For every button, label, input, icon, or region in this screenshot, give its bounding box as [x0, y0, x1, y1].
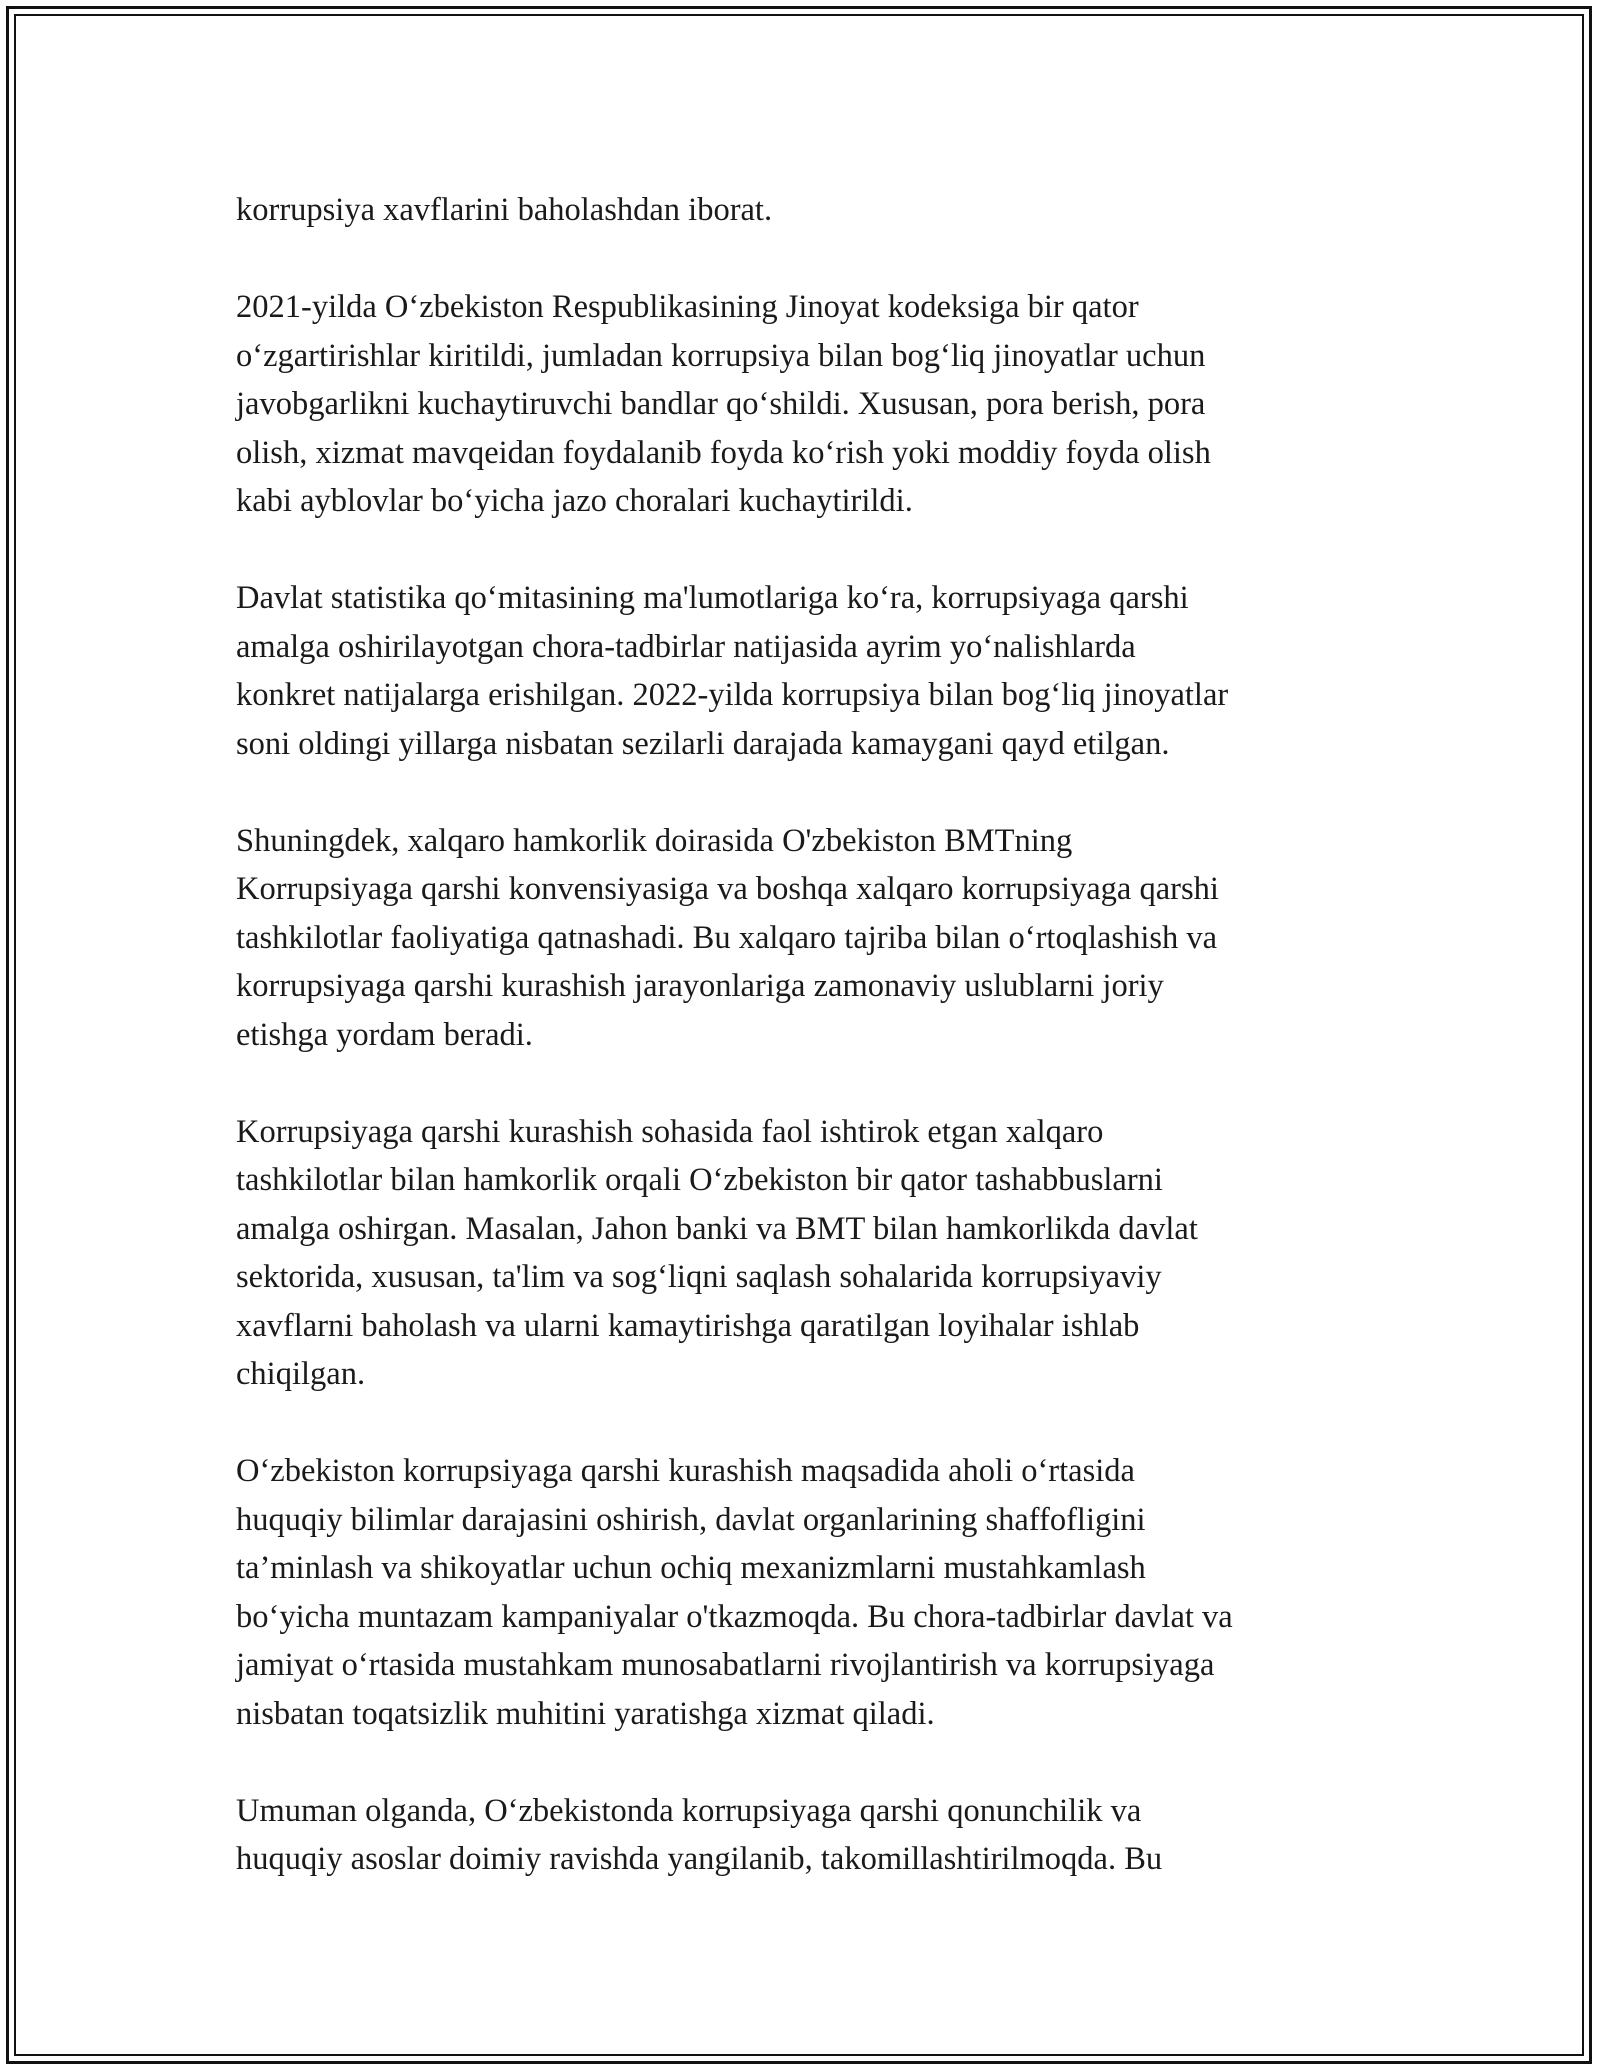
- text-line: o‘zgartirishlar kiritildi, jumladan korrupsiya bilan bog‘liq jinoyatlar uchun: [236, 337, 1206, 374]
- text-line: Davlat statistika qo‘mitasining ma'lumotlariga ko‘ra, korrupsiyaga qarshi: [236, 580, 1189, 616]
- text-line: jamiyat o‘rtasida mustahkam munosabatlarni rivojlantirish va korrupsiyaga: [236, 1647, 1215, 1683]
- text-line: Korrupsiyaga qarshi konvensiyasiga va boshqa xalqaro korrupsiyaga qarshi: [236, 871, 1219, 907]
- text-line: tashkilotlar bilan hamkorlik orqali O‘zbekiston bir qator tashabbuslarni: [236, 1162, 1163, 1198]
- text-line: soni oldingi yillarga nisbatan sezilarli darajada kamaygani qayd etilgan.: [236, 725, 1170, 762]
- paragraph-6: [236, 1447, 1416, 1738]
- text-line: bo‘yicha muntazam kampaniyalar o'tkazmoqda. Bu chora-tadbirlar davlat va: [236, 1598, 1233, 1635]
- text-line: tashkilotlar faoliyatiga qatnashadi. Bu xalqaro tajriba bilan o‘rtoqlashish va: [236, 919, 1218, 956]
- text-line: kabi ayblovlar bo‘yicha jazo choralari kuchaytirildi.: [236, 483, 913, 519]
- text-line: javobgarlikni kuchaytiruvchi bandlar qo‘shildi. Xususan, pora berish, pora: [236, 386, 1206, 422]
- text-line: chiqilgan.: [236, 1356, 366, 1392]
- text-line: xavflarni baholash va ularni kamaytirishga qaratilgan loyihalar ishlab: [236, 1307, 1140, 1344]
- text-line: amalga oshirilayotgan chora-tadbirlar natijasida ayrim yo‘nalishlarda: [236, 628, 1136, 665]
- text-line: huquqiy bilimlar darajasini oshirish, davlat organlarining shaffofligini: [236, 1501, 1146, 1538]
- text-line: konkret natijalarga erishilgan. 2022-yilda korrupsiya bilan bog‘liq jinoyatlar: [236, 677, 1229, 713]
- text-line: amalga oshirgan. Masalan, Jahon banki va BMT bilan hamkorlikda davlat: [236, 1210, 1198, 1247]
- text-line: ta’minlash va shikoyatlar uchun ochiq mexanizmlarni mustahkamlash: [236, 1550, 1146, 1586]
- text-line: korrupsiyaga qarshi kurashish jarayonlariga zamonaviy uslublarni joriy: [236, 968, 1164, 1004]
- text-line: O‘zbekiston korrupsiyaga qarshi kurashish maqsadida aholi o‘rtasida: [236, 1453, 1135, 1489]
- text-line: Umuman olganda, O‘zbekistonda korrupsiyaga qarshi qonunchilik va: [236, 1792, 1142, 1829]
- text-line: sektorida, xususan, ta'lim va sog‘liqni saqlash sohalarida korrupsiyaviy: [236, 1259, 1162, 1295]
- text-line: 2021-yilda O‘zbekiston Respublikasining Jinoyat kodeksiga bir qator: [236, 289, 1139, 325]
- paragraph-7: [236, 1787, 1416, 1884]
- paragraph-4: [236, 817, 1416, 1060]
- text-line: huquqiy asoslar doimiy ravishda yangilanib, takomillashtirilmoqda. Bu: [236, 1841, 1163, 1877]
- text-line: Shuningdek, xalqaro hamkorlik doirasida O'zbekiston BMTning: [236, 822, 1073, 859]
- document-body: [236, 186, 1416, 1932]
- text-line: olish, xizmat mavqeidan foydalanib foyda ko‘rish yoki moddiy foyda olish: [236, 434, 1211, 471]
- paragraph-1: [236, 186, 1416, 235]
- paragraph-5: [236, 1108, 1416, 1399]
- paragraph-2: [236, 283, 1416, 526]
- text-line: etishga yordam beradi.: [236, 1016, 533, 1053]
- paragraph-3: [236, 574, 1416, 768]
- text-line: Korrupsiyaga qarshi kurashish sohasida faol ishtirok etgan xalqaro: [236, 1113, 1104, 1150]
- text-line: korrupsiya xavflarini baholashdan iborat.: [236, 192, 773, 228]
- text-line: nisbatan toqatsizlik muhitini yaratishga xizmat qiladi.: [236, 1695, 935, 1732]
